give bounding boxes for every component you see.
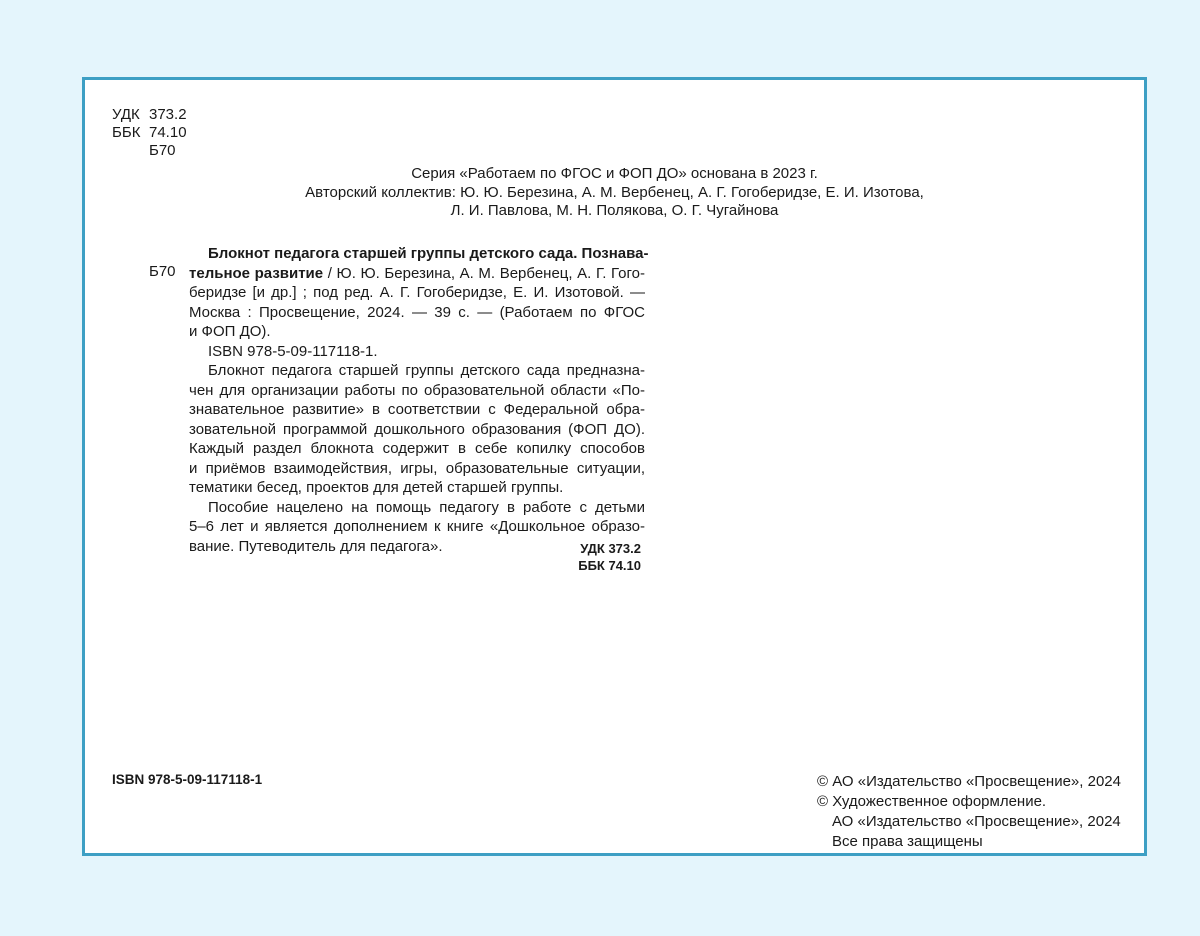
record-title-line-2 <box>189 264 645 284</box>
authors-line-1: Авторский коллектив: Ю. Ю. Березина, А. М. Вербенец, А. Г. Гогоберидзе, Е. И. Изотова, <box>305 183 924 201</box>
record-line-3: беридзе [и др.] ; под ред. А. Г. Гогоберидзе, Е. И. Изотовой. — <box>189 284 645 301</box>
annotation-line: знавательное развитие» в соответствии с Федеральной обра- <box>189 401 645 418</box>
series-line: Серия «Работаем по ФГОС и ФОП ДО» основана в 2023 г. <box>411 165 818 182</box>
annotation-line: чен для организации работы по образовательной области «По- <box>189 381 645 399</box>
copyright-line-2: © Художественное оформление. <box>817 793 1047 810</box>
record-codes <box>578 540 641 574</box>
copyright-block <box>817 772 1121 852</box>
record-line-5: и ФОП ДО). <box>189 323 271 340</box>
udk-row <box>112 106 187 124</box>
classification-block <box>112 106 187 160</box>
record-authors: / Ю. Ю. Березина, А. М. Вербенец, А. Г. Гого- <box>323 264 645 282</box>
annotation-line: Каждый раздел блокнота содержит в себе копилку способов <box>189 440 645 457</box>
annotation-line: тематики бесед, проектов для детей старшей группы. <box>189 479 564 496</box>
record-bbk-code: ББК 74.10 <box>578 558 641 573</box>
copyright-line-3: АО «Издательство «Просвещение», 2024 <box>832 813 1121 830</box>
author-mark-row <box>112 142 187 160</box>
udk-value: 373.2 <box>149 106 187 123</box>
annotation-line: зовательной программой дошкольного образования (ФОП ДО). <box>189 420 645 438</box>
annotation-line: вание. Путеводитель для педагога». <box>189 537 443 555</box>
record-title-line-1: Блокнот педагога старшей группы детского сада. Познава- <box>208 245 649 262</box>
annotation-line: 5–6 лет и является дополнением к книге «Дошкольное образо- <box>189 518 645 535</box>
bbk-label: ББК <box>112 124 141 141</box>
copyright-line-4: Все права защищены <box>832 833 983 850</box>
annotation-line: Блокнот педагога старшей группы детского сада предназна- <box>208 362 645 379</box>
record-udk-code: УДК 373.2 <box>580 541 641 556</box>
copyright-line-1: © АО «Издательство «Просвещение», 2024 <box>817 773 1121 790</box>
series-info <box>85 165 1144 221</box>
bbk-row <box>112 124 187 142</box>
annotation-line: и приёмов взаимодействия, игры, образовательные ситуации, <box>189 459 645 477</box>
record-line-4: Москва : Просвещение, 2024. — 39 с. — (Работаем по ФГОС <box>189 303 645 321</box>
imprint-page <box>82 77 1147 856</box>
author-mark: Б70 <box>149 142 176 159</box>
udk-label: УДК <box>112 106 140 123</box>
isbn-bottom: ISBN 978-5-09-117118-1 <box>112 772 263 787</box>
record-isbn: ISBN 978-5-09-117118-1. <box>208 342 378 360</box>
record-title-end: тельное развитие <box>189 264 324 282</box>
annotation-line: Пособие нацелено на помощь педагогу в работе с детьми <box>208 498 645 516</box>
bibliographic-record <box>189 244 649 556</box>
record-mark: Б70 <box>149 263 176 280</box>
bbk-value: 74.10 <box>149 124 187 141</box>
authors-line-2: Л. И. Павлова, М. Н. Полякова, О. Г. Чугайнова <box>450 202 779 219</box>
